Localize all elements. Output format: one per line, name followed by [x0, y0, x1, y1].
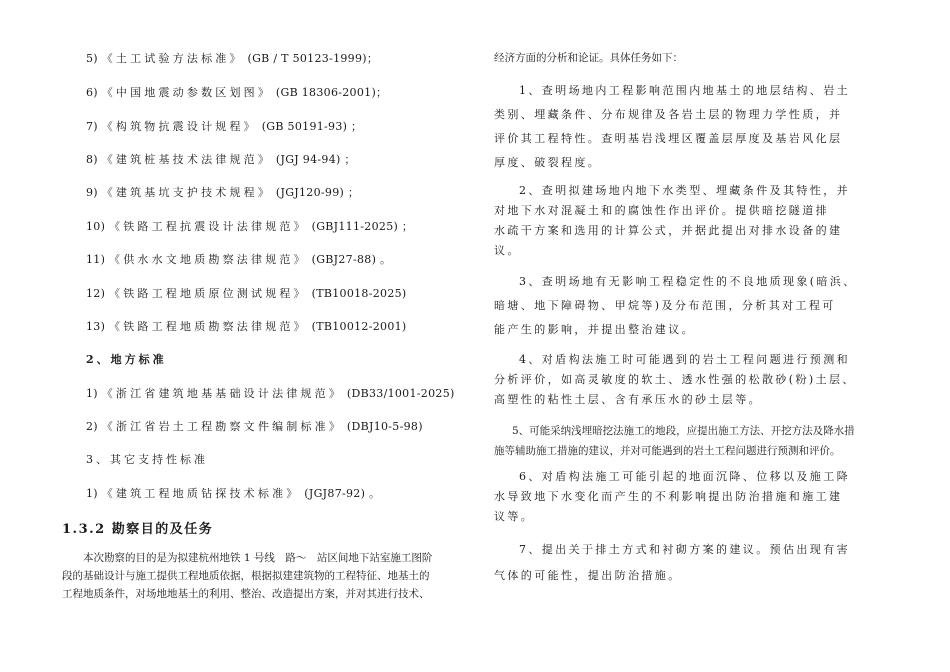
intro-continuation [494, 48, 683, 68]
reference-number: 7) [86, 120, 98, 133]
task-item-7 [494, 537, 914, 589]
reference-item [86, 52, 378, 66]
intro-paragraph [62, 549, 472, 603]
paragraph-line: 4、对盾构法施工时可能遇到的岩土工程问题进行预测和 [519, 353, 850, 366]
reference-code: (GB 50191-93) ； [261, 120, 363, 133]
reference-item [86, 487, 380, 501]
reference-number: 1) [86, 487, 98, 500]
reference-code: (GB / T 50123-1999)； [247, 52, 379, 65]
reference-item [86, 120, 362, 134]
paragraph-line: 工程地质条件，对场地地基土的利用、整治、改造提出方案，并对其进行技术、 [62, 588, 430, 600]
paragraph-line: 经济方面的分析和论证。具体任务如下： [494, 52, 683, 64]
reference-code: (JGJ87-92) 。 [304, 487, 381, 500]
paragraph-line: 水疏干方案和选用的计算公式，并据此提出对排水设备的建 [494, 224, 843, 237]
reference-title: 《铁路工程地质原位测试规程》 [109, 287, 308, 300]
reference-number: 13) [86, 320, 106, 333]
reference-item [86, 186, 359, 200]
paragraph-line: 6、对盾构法施工可能引起的地面沉降、位移以及施工降 [519, 470, 850, 483]
paragraph-line: 气体的可能性，提出防治措施。 [494, 569, 682, 582]
reference-title: 《铁路工程抗震设计法律规范》 [109, 220, 308, 233]
reference-code: (TB10012-2001) [311, 320, 407, 333]
paragraph-line: 1、查明场地内工程影响范围内地基土的地层结构、岩土 [519, 84, 850, 97]
reference-code: (JGJ 94-94) ； [275, 153, 356, 166]
reference-title: 《建筑桩基技术法律规范》 [101, 153, 273, 166]
reference-title: 《构筑物抗震设计规程》 [101, 120, 258, 133]
reference-item [86, 253, 391, 267]
reference-code: (GB 18306-2001)； [275, 86, 388, 99]
paragraph-line: 2、查明拟建场地内地下水类型、埋藏条件及其特性，并 [519, 184, 850, 197]
paragraph-line: 暗塘、地下障碍物、甲烷等)及分布范围，分析其对工程可 [494, 299, 836, 312]
reference-number: 5) [86, 52, 98, 65]
paragraph-line: 议。 [494, 244, 521, 257]
section-title: 1.3.2 勘察目的及任务 [62, 522, 214, 537]
reference-code: (TB10018-2025) [311, 287, 407, 300]
paragraph-line: 段的基础设计与施工提供工程地质依据，根据拟建建筑物的工程特征、地基土的 [62, 570, 430, 582]
reference-code: (DBJ10-5-98) [346, 420, 423, 433]
reference-title: 《浙江省岩土工程勘察文件编制标准》 [101, 420, 344, 433]
reference-title: 《建筑基坑支护技术规程》 [101, 186, 273, 199]
reference-item [86, 320, 407, 334]
reference-title: 《供水水文地质勘察法律规范》 [109, 253, 308, 266]
reference-item [86, 387, 455, 401]
task-item-5 [494, 421, 934, 461]
reference-item [86, 220, 413, 234]
reference-item [86, 420, 423, 434]
reference-title: 《浙江省建筑地基基础设计法律规范》 [101, 387, 344, 400]
paragraph-line: 议等。 [494, 510, 535, 523]
paragraph-line: 对地下水对混凝土和的腐蚀性作出评价。提供暗挖隧道排 [494, 204, 829, 217]
task-item-6 [494, 467, 914, 527]
paragraph-line: 厚度、破裂程度。 [494, 156, 602, 169]
task-item-3 [494, 270, 914, 342]
reference-item [86, 153, 356, 167]
reference-title: 《中国地震动参数区划图》 [101, 86, 273, 99]
reference-item [86, 86, 387, 100]
task-item-1 [494, 79, 914, 175]
reference-title: 《建筑工程地质钻探技术标准》 [101, 487, 301, 500]
paragraph-line: 7、提出关于排土方式和衬砌方案的建议。预估出现有害 [519, 543, 850, 556]
paragraph-line: 施等辅助施工措施的建议，并对可能遇到的岩土工程问题进行预测和评价。 [494, 445, 841, 457]
reference-code: (DB33/1001-2025) [346, 387, 455, 400]
reference-number: 1) [86, 387, 98, 400]
paragraph-line: 高塑性的粘性土层、含有承压水的砂土层等。 [494, 393, 762, 406]
reference-code: (GBJ27-88) 。 [311, 253, 392, 266]
reference-number: 6) [86, 86, 98, 99]
paragraph-line: 能产生的影响，并提出整治建议。 [494, 323, 695, 336]
reference-number: 12) [86, 287, 106, 300]
reference-code: (JGJ120-99) ； [275, 186, 360, 199]
paragraph-line: 类别、埋藏条件、分布规律及各岩土层的物理力学性质，并 [494, 108, 843, 121]
reference-item [86, 287, 407, 301]
local-standards-heading: 2、地方标准 [86, 353, 167, 366]
reference-number: 11) [86, 253, 106, 266]
reference-title: 《土工试验方法标准》 [101, 52, 244, 65]
paragraph-line: 3、查明场地有无影响工程稳定性的不良地质现象(暗浜、 [519, 275, 857, 288]
reference-number: 9) [86, 186, 98, 199]
paragraph-line: 本次勘察的目的是为拟建杭州地铁 1 号线 路～ 站区间地下站室施工图阶 [83, 552, 433, 564]
paragraph-line: 5、可能采纳浅埋暗挖法施工的地段，应提出施工方法、开挖方法及降水措 [512, 425, 855, 437]
other-standards-heading: 3、其它支持性标准 [86, 453, 208, 466]
reference-number: 10) [86, 220, 106, 233]
reference-code: (GBJ111-2025) ； [311, 220, 414, 233]
task-item-2 [494, 181, 914, 261]
paragraph-line: 分析评价，如高灵敏度的软土、透水性强的松散砂(粉)土层、 [494, 373, 856, 386]
reference-number: 8) [86, 153, 98, 166]
task-item-4 [494, 350, 914, 410]
paragraph-line: 水导致地下水变化而产生的不利影响提出防治措施和施工建 [494, 490, 843, 503]
reference-number: 2) [86, 420, 98, 433]
paragraph-line: 评价其工程特性。查明基岩浅埋区覆盖层厚度及基岩风化层 [494, 132, 843, 145]
reference-title: 《铁路工程地质勘察法律规范》 [109, 320, 308, 333]
